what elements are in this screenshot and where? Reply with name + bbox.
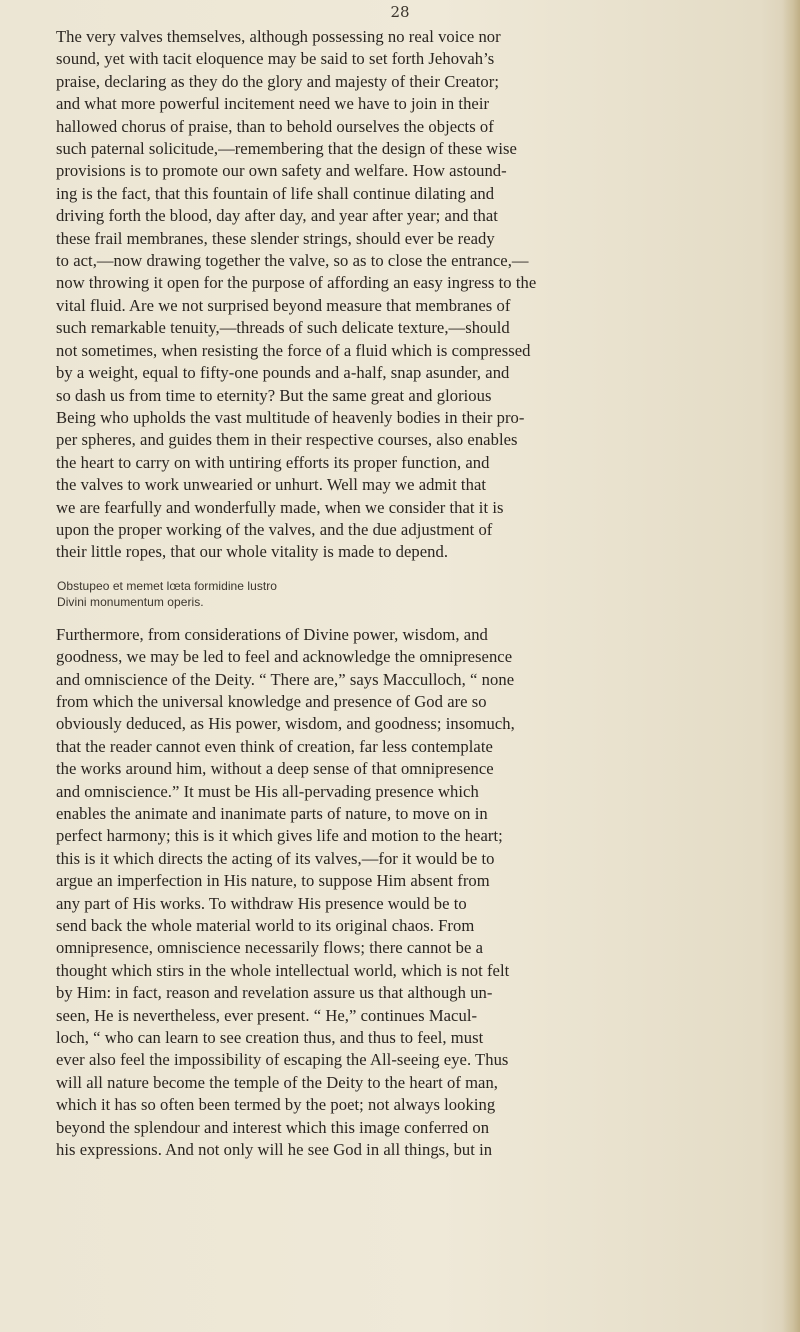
- latin-quotation-line: Obstupeo et memet lœta formidine lustro: [57, 578, 278, 593]
- paragraph-omnipresence-line: from which the universal knowledge and presence of God are so: [56, 691, 487, 711]
- paragraph-omnipresence-line: which it has so often been termed by the poet; not always looking: [56, 1095, 496, 1115]
- paragraph-omnipresence-line: obviously deduced, as His power, wisdom, and goodness; insomuch,: [56, 714, 515, 734]
- paragraph-omnipresence-line: loch, “ who can learn to see creation thus, and thus to feel, must: [56, 1028, 484, 1048]
- paragraph-omnipresence-line: perfect harmony; this is it which gives life and motion to the heart;: [56, 826, 503, 846]
- paragraph-valves-line: praise, declaring as they do the glory and majesty of their Creator;: [56, 71, 499, 91]
- paragraph-omnipresence-line: omnipresence, omniscience necessarily flows; there cannot be a: [56, 938, 483, 958]
- paragraph-valves-line: we are fearfully and wonderfully made, when we consider that it is: [56, 497, 504, 517]
- paragraph-valves-line: driving forth the blood, day after day, and year after year; and that: [56, 206, 498, 226]
- paragraph-omnipresence-line: this is it which directs the acting of its valves,—for it would be to: [56, 848, 495, 868]
- paragraph-valves-line: per spheres, and guides them in their respective courses, also enables: [56, 430, 518, 450]
- paragraph-valves-line: provisions is to promote our own safety and welfare. How astound-: [56, 161, 507, 181]
- paragraph-valves: [56, 26, 746, 564]
- paragraph-omnipresence-line: beyond the splendour and interest which this image conferred on: [56, 1117, 490, 1137]
- paragraph-omnipresence-line: any part of His works. To withdraw His presence would be to: [56, 893, 467, 913]
- paragraph-omnipresence-line: ever also feel the impossibility of escaping the All-seeing eye. Thus: [56, 1050, 509, 1070]
- paragraph-omnipresence-line: thought which stirs in the whole intellectual world, which is not felt: [56, 960, 510, 980]
- paragraph-omnipresence-line: and omniscience.” It must be His all-pervading presence which: [56, 781, 479, 801]
- paragraph-omnipresence-line: that the reader cannot even think of creation, far less contemplate: [56, 736, 493, 756]
- paragraph-omnipresence-line: and omniscience of the Deity. “ There are,” says Macculloch, “ none: [56, 669, 515, 689]
- paragraph-valves-line: the valves to work unwearied or unhurt. Well may we admit that: [56, 475, 487, 495]
- paragraph-omnipresence: [56, 624, 746, 1162]
- paragraph-valves-line: now throwing it open for the purpose of affording an easy ingress to the: [56, 273, 537, 293]
- paragraph-omnipresence-line: Furthermore, from considerations of Divine power, wisdom, and: [56, 624, 488, 644]
- paragraph-valves-line: their little ropes, that our whole vitality is made to depend.: [56, 542, 449, 562]
- page-number: 28: [390, 3, 410, 21]
- paragraph-omnipresence-line: goodness, we may be led to feel and acknowledge the omnipresence: [56, 647, 513, 667]
- latin-quotation: [56, 578, 746, 610]
- paragraph-valves-line: such remarkable tenuity,—threads of such delicate texture,—should: [56, 318, 510, 338]
- latin-quotation-line: Divini monumentum operis.: [57, 594, 204, 609]
- paragraph-omnipresence-line: will all nature become the temple of the Deity to the heart of man,: [56, 1072, 499, 1092]
- paragraph-valves-line: upon the proper working of the valves, and the due adjustment of: [56, 519, 493, 539]
- body-text: [56, 26, 746, 1162]
- paragraph-omnipresence-line: send back the whole material world to its original chaos. From: [56, 916, 475, 936]
- paragraph-valves-line: to act,—now drawing together the valve, so as to close the entrance,—: [56, 251, 529, 271]
- paragraph-valves-line: by a weight, equal to fifty-one pounds and a-half, snap asunder, and: [56, 363, 510, 383]
- paragraph-valves-line: such paternal solicitude,—remembering that the design of these wise: [56, 139, 517, 159]
- paragraph-valves-line: Being who upholds the vast multitude of heavenly bodies in their pro-: [56, 407, 525, 427]
- paragraph-valves-line: these frail membranes, these slender strings, should ever be ready: [56, 228, 495, 248]
- paragraph-omnipresence-line: enables the animate and inanimate parts of nature, to move on in: [56, 804, 488, 823]
- paragraph-valves-line: ing is the fact, that this fountain of life shall continue dilating and: [56, 183, 495, 203]
- paragraph-valves-line: The very valves themselves, although possessing no real voice nor: [56, 27, 501, 46]
- paragraph-omnipresence-line: argue an imperfection in His nature, to suppose Him absent from: [56, 871, 490, 891]
- paragraph-valves-line: hallowed chorus of praise, than to behold ourselves the objects of: [56, 116, 494, 136]
- paragraph-valves-line: vital fluid. Are we not surprised beyond measure that membranes of: [56, 295, 511, 315]
- paragraph-valves-line: so dash us from time to eternity? But the same great and glorious: [56, 385, 492, 405]
- paragraph-valves-line: not sometimes, when resisting the force of a fluid which is compressed: [56, 340, 531, 360]
- paragraph-valves-line: the heart to carry on with untiring efforts its proper function, and: [56, 452, 490, 472]
- paragraph-omnipresence-line: by Him: in fact, reason and revelation assure us that although un-: [56, 983, 493, 1003]
- paragraph-omnipresence-line: seen, He is nevertheless, ever present. “ He,” continues Macul-: [56, 1005, 478, 1025]
- paragraph-valves-line: sound, yet with tacit eloquence may be said to set forth Jehovah’s: [56, 49, 495, 69]
- paragraph-valves-line: and what more powerful incitement need we have to join in their: [56, 94, 490, 114]
- page-edge-shadow: [782, 0, 800, 1332]
- paragraph-omnipresence-line: his expressions. And not only will he see God in all things, but in: [56, 1140, 493, 1160]
- paragraph-omnipresence-line: the works around him, without a deep sense of that omnipresence: [56, 759, 494, 779]
